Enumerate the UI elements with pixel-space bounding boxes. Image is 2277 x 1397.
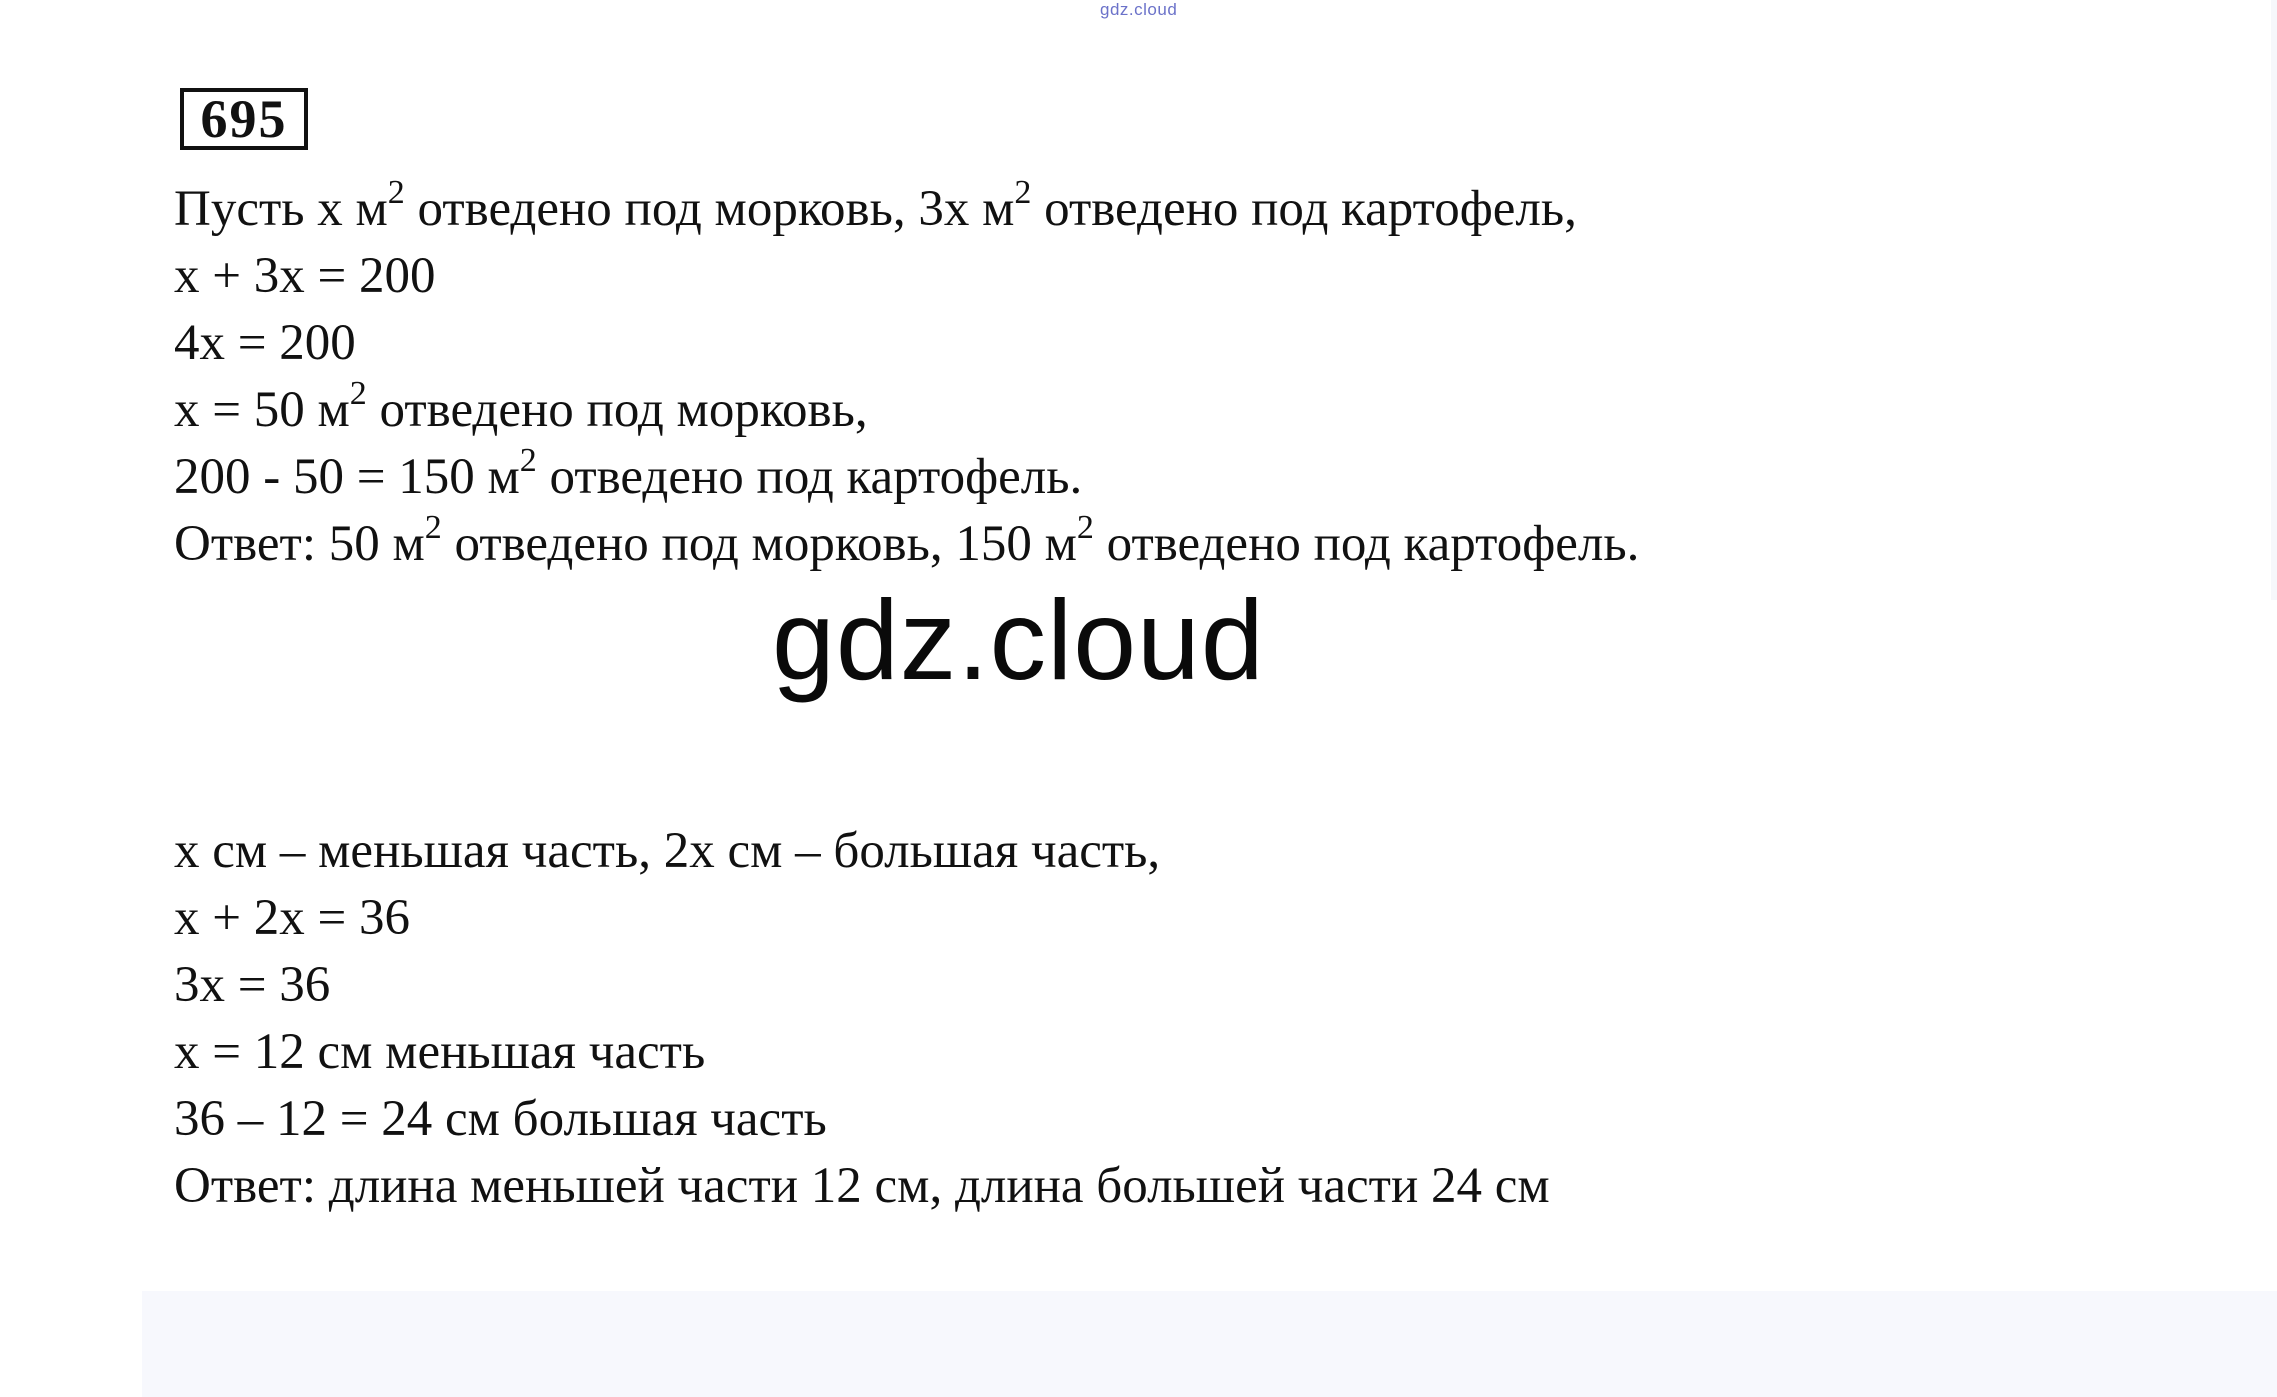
- solution-2-answer: Ответ: длина меньшей части 12 см, длина большей части 24 см: [174, 1158, 1550, 1214]
- superscript: 2: [424, 509, 442, 546]
- text-fragment: x = 50 м: [174, 382, 350, 438]
- problem-number-box: 695: [180, 88, 308, 150]
- solution-1-line-2: x + 3x = 200: [174, 248, 436, 304]
- superscript: 2: [1076, 509, 1094, 546]
- text-fragment: отведено под морковь, 3x м: [404, 181, 1015, 237]
- text-fragment: отведено под картофель.: [1093, 516, 1640, 572]
- solution-2-line-3: 3x = 36: [174, 957, 331, 1013]
- text-fragment: Ответ: 50 м: [174, 516, 425, 572]
- bottom-background-band: [142, 1291, 2277, 1397]
- solution-2-line-2: x + 2x = 36: [174, 890, 411, 946]
- text-fragment: отведено под морковь,: [366, 382, 868, 438]
- solution-1-answer: [174, 511, 1639, 578]
- center-watermark: gdz.cloud: [772, 577, 1265, 703]
- solution-1-line-5: [174, 444, 1639, 511]
- top-watermark: gdz.cloud: [1100, 0, 1178, 19]
- right-edge-strip: [2271, 0, 2277, 600]
- superscript: 2: [1014, 174, 1032, 211]
- superscript: 2: [519, 442, 537, 479]
- solution-2-line-1: x см – меньшая часть, 2x см – большая часть,: [174, 823, 1161, 879]
- text-fragment: 200 - 50 = 150 м: [174, 449, 520, 505]
- solution-block-2: [174, 818, 1550, 1220]
- solution-1-line-1: [174, 176, 1639, 243]
- solution-1-line-3: 4x = 200: [174, 315, 356, 371]
- solution-1-line-4: [174, 377, 1639, 444]
- text-fragment: отведено под картофель.: [536, 449, 1083, 505]
- solution-2-line-5: 36 – 12 = 24 см большая часть: [174, 1091, 827, 1147]
- solution-block-1: [174, 176, 1639, 578]
- superscript: 2: [387, 174, 405, 211]
- superscript: 2: [349, 375, 367, 412]
- text-fragment: Пусть x м: [174, 181, 388, 237]
- text-fragment: отведено под картофель,: [1031, 181, 1577, 237]
- text-fragment: отведено под морковь, 150 м: [441, 516, 1077, 572]
- solution-2-line-4: x = 12 см меньшая часть: [174, 1024, 706, 1080]
